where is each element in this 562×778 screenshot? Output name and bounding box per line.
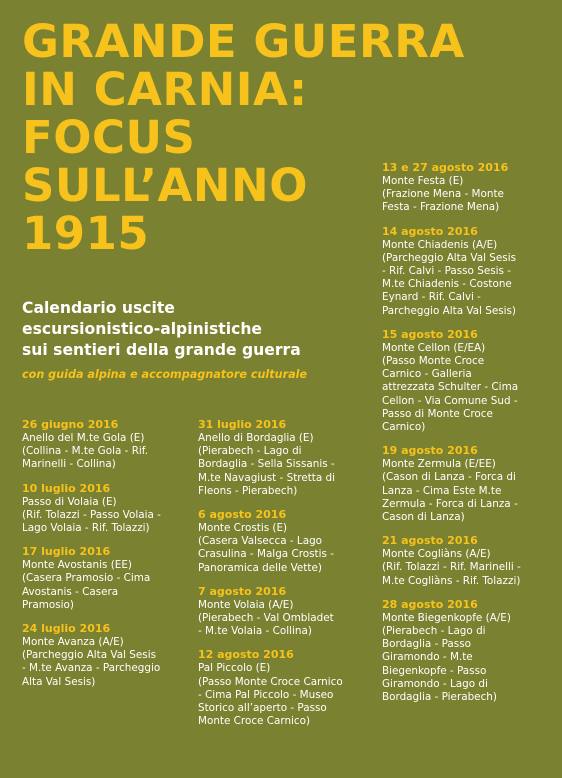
event-route	[198, 676, 366, 729]
event-date: 10 luglio 2016	[22, 481, 111, 495]
event-item	[198, 585, 366, 639]
event-title: Monte Zermula (E/EE)	[382, 458, 496, 471]
event-route	[382, 188, 544, 214]
schedule-column-left	[22, 418, 194, 699]
event-title: Monte Volaia (A/E)	[198, 598, 294, 611]
event-date: 28 agosto 2016	[382, 597, 478, 611]
event-route	[382, 471, 544, 524]
event-route-line: Panoramica delle Vette)	[198, 561, 322, 574]
event-route	[198, 535, 366, 575]
event-route-line: Parcheggio Alta Val Sesis)	[382, 304, 516, 317]
event-title: Monte Cellon (E/EA)	[382, 341, 486, 354]
event-route	[22, 509, 194, 535]
event-route-line: (Parcheggio Alta Val Sesis	[22, 649, 156, 662]
event-item	[382, 444, 544, 524]
event-item	[198, 508, 366, 575]
event-route	[198, 612, 366, 638]
event-title: Passo di Volaia (E)	[22, 495, 117, 508]
event-item	[382, 598, 544, 704]
title-line: SULL’ANNO	[22, 159, 308, 212]
event-route-line: Giramondo - Lago di	[382, 677, 488, 690]
event-date: 21 agosto 2016	[382, 534, 478, 548]
poster-subtitle	[22, 298, 352, 361]
event-route-line: (Rif. Tolazzi - Rif. Marinelli -	[382, 561, 521, 574]
event-item	[22, 418, 194, 472]
event-date: 19 agosto 2016	[382, 444, 478, 458]
subtitle-line: escursionistico-alpinistiche	[22, 320, 263, 338]
title-line: IN CARNIA:	[22, 63, 308, 116]
event-route	[382, 561, 544, 587]
event-route-line: Storico all’aperto - Passo	[198, 702, 327, 715]
event-route-line: Bordaglia - Passo	[382, 638, 471, 651]
event-title: Monte Chiadenis (A/E)	[382, 238, 498, 251]
event-item	[382, 328, 544, 434]
event-route-line: Zermula - Forca di Lanza -	[382, 497, 518, 510]
event-date: 31 luglio 2016	[198, 418, 287, 431]
event-route-line: (Frazione Mena - Monte	[382, 188, 504, 201]
event-route-line: (Passo Monte Croce Carnico	[198, 675, 343, 688]
event-title: Monte Biegenkopfe (A/E)	[382, 611, 511, 624]
event-item	[382, 534, 544, 588]
event-route-line: - M.te Volaia - Collina)	[198, 625, 312, 638]
poster-tagline: con guida alpina e accompagnatore culturale	[22, 368, 308, 381]
event-title: Monte Cogliàns (A/E)	[382, 548, 491, 561]
event-date: 12 agosto 2016	[198, 648, 294, 662]
event-title: Monte Avanza (A/E)	[22, 636, 124, 649]
event-title: Monte Avostanis (EE)	[22, 559, 132, 572]
event-item	[22, 545, 194, 612]
event-route-line: (Passo Monte Croce	[382, 355, 485, 368]
event-route-line: Lanza - Cima Este M.te	[382, 484, 502, 497]
schedule-column-right	[382, 161, 544, 714]
event-title: Anello di Bordaglia (E)	[198, 432, 314, 444]
event-route-line: Giramondo - M.te	[382, 651, 473, 664]
event-route-line: - M.te Avanza - Parcheggio	[22, 662, 161, 675]
subtitle-line: sui sentieri della grande guerra	[22, 341, 301, 359]
event-route-line: (Pierabech - Lago di	[382, 625, 486, 638]
event-route-line: (Pierabech - Lago di	[198, 445, 302, 458]
event-route-line: Eynard - Rif. Calvi -	[382, 291, 481, 304]
event-route	[198, 445, 366, 498]
event-route-line: Carnico - Galleria	[382, 368, 472, 381]
event-route-line: M.te Chiadenis - Costone	[382, 278, 512, 291]
event-route-line: Fleons - Pierabech)	[198, 484, 298, 497]
event-item	[198, 648, 366, 728]
subtitle-line: Calendario uscite	[22, 299, 175, 317]
event-route-line: (Cason di Lanza - Forca di	[382, 471, 516, 484]
event-route-line: Lago Volaia - Rif. Tolazzi)	[22, 522, 150, 535]
event-route-line: Carnico)	[382, 421, 426, 434]
event-route-line: Festa - Frazione Mena)	[382, 201, 500, 214]
event-route-line: Cason di Lanza)	[382, 511, 465, 524]
event-item	[22, 482, 194, 536]
event-item	[22, 622, 194, 689]
event-route-line: attrezzata Schulter - Cima	[382, 381, 519, 394]
event-date: 17 luglio 2016	[22, 545, 111, 559]
event-date: 15 agosto 2016	[382, 327, 478, 341]
event-route-line: (Parcheggio Alta Val Sesis	[382, 251, 516, 264]
event-title: Anello del M.te Gola (E)	[22, 432, 145, 444]
event-route-line: Biegenkopfe - Passo	[382, 664, 487, 677]
event-date: 14 agosto 2016	[382, 224, 478, 238]
event-date: 24 luglio 2016	[22, 622, 111, 636]
event-title: Monte Festa (E)	[382, 175, 464, 187]
event-route-line: (Collina - M.te Gola - Rif.	[22, 445, 149, 458]
event-date: 6 agosto 2016	[198, 508, 287, 522]
event-route-line: Alta Val Sesis)	[22, 675, 96, 688]
event-route-line: (Casera Valsecca - Lago	[198, 535, 323, 548]
event-route-line: Pramosio)	[22, 598, 74, 611]
event-route	[22, 649, 194, 689]
event-route	[22, 572, 194, 612]
event-route-line: Bordaglia - Pierabech)	[382, 691, 497, 704]
event-route	[382, 355, 544, 434]
event-title: Pal Piccolo (E)	[198, 662, 271, 675]
event-route-line: Crasulina - Malga Crostis -	[198, 548, 334, 561]
event-route-line: Avostanis - Casera	[22, 585, 119, 598]
event-route-line: (Casera Pramosio - Cima	[22, 572, 151, 585]
event-route-line: (Rif. Tolazzi - Passo Volaia -	[22, 508, 161, 521]
event-route-line: Monte Croce Carnico)	[198, 715, 311, 728]
event-route	[22, 445, 194, 471]
title-line: 1915	[22, 207, 150, 260]
event-item	[382, 225, 544, 318]
event-route-line: M.te Cogliàns - Rif. Tolazzi)	[382, 574, 521, 587]
schedule-column-middle	[198, 418, 366, 738]
event-date: 26 giugno 2016	[22, 418, 119, 431]
event-item	[382, 161, 544, 215]
event-item	[198, 418, 366, 498]
title-line: FOCUS	[22, 111, 196, 164]
event-route	[382, 625, 544, 704]
event-route-line: - Cima Pal Piccolo - Museo	[198, 688, 334, 701]
event-route-line: Bordaglia - Sella Sissanis -	[198, 458, 335, 471]
event-route-line: Cellon - Via Comune Sud -	[382, 394, 518, 407]
event-route-line: - Rif. Calvi - Passo Sesis -	[382, 265, 511, 278]
event-route-line: Marinelli - Collina)	[22, 458, 116, 471]
event-route-line: M.te Navagiust - Stretta di	[198, 471, 336, 484]
event-route-line: (Pierabech - Val Ombladet	[198, 612, 334, 625]
event-route	[382, 252, 544, 318]
event-date: 7 agosto 2016	[198, 584, 287, 598]
event-route-line: Passo di Monte Croce	[382, 407, 493, 420]
event-title: Monte Crostis (E)	[198, 522, 288, 535]
event-date: 13 e 27 agosto 2016	[382, 161, 509, 174]
title-line: GRANDE GUERRA	[22, 15, 465, 68]
